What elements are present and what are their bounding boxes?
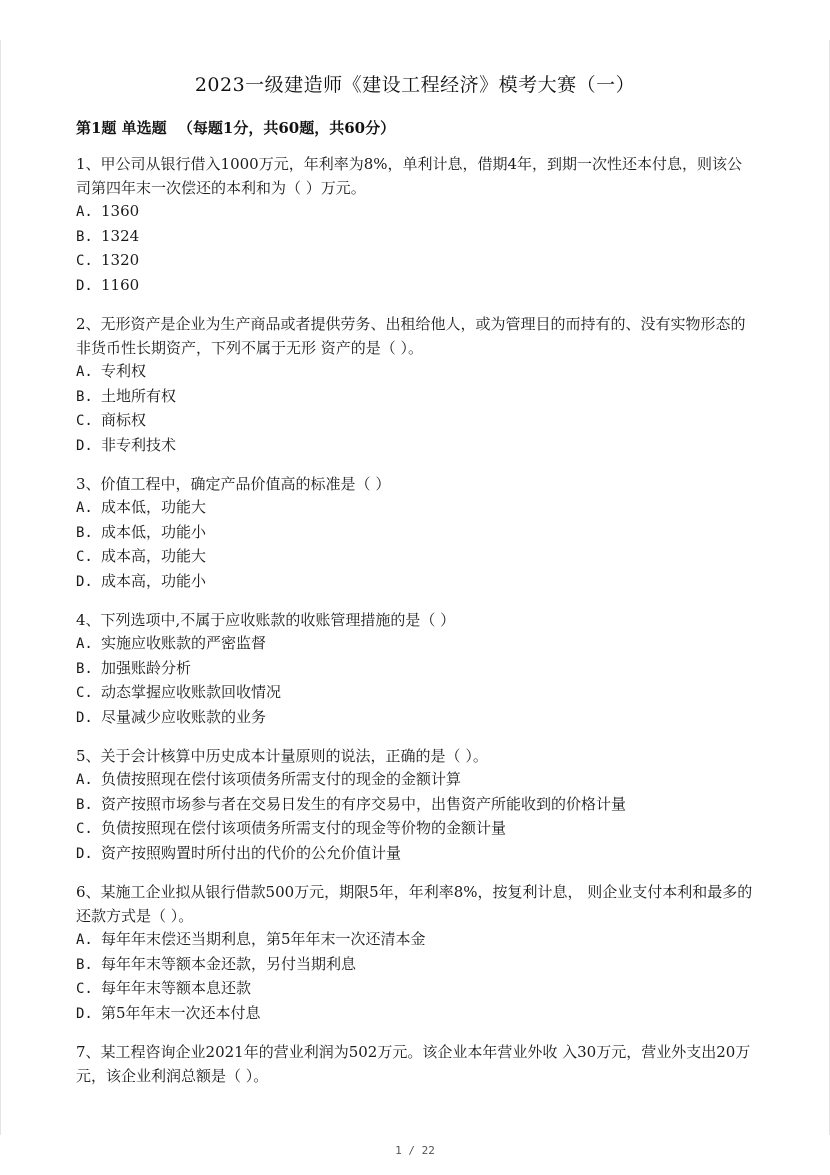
option-text: 成本高，功能大	[101, 547, 207, 565]
section-heading	[76, 117, 395, 138]
option-text: 负债按照现在偿付该项债务所需支付的现金等价物的金额计量	[101, 819, 507, 837]
option-text: 资产按照市场参与者在交易日发生的有序交易中，出售资产所能收到的价格计量	[101, 794, 627, 813]
option-letter: A.	[76, 772, 93, 788]
option-text: 1360	[101, 202, 140, 220]
option-d	[76, 274, 756, 299]
option-text: 1324	[101, 226, 140, 245]
option-a	[76, 360, 756, 385]
option-letter: C.	[76, 685, 93, 701]
option-letter: B.	[76, 660, 93, 677]
option-text: 实施应收账款的严密监督	[101, 634, 267, 652]
option-letter: A.	[76, 500, 93, 516]
option-letter: A.	[76, 932, 93, 948]
question-stem: 2、无形资产是企业为生产商品或者提供劳务、出租给他人，或为管理目的而持有的、没有实物形态的非货币性长期资产，下列不属于无形 资产的是（ ）。	[76, 315, 746, 357]
option-letter: C.	[76, 549, 93, 565]
option-a	[76, 200, 756, 225]
option-letter: D.	[76, 437, 93, 454]
option-text: 加强账龄分析	[101, 658, 192, 677]
option-c	[76, 977, 756, 1002]
option-c	[76, 545, 756, 570]
option-letter: C.	[76, 413, 93, 429]
section-note: （每题1分，共60题，共60分）	[177, 119, 396, 137]
option-text: 商标权	[101, 411, 147, 429]
option-letter: B.	[76, 388, 93, 405]
question-stem: 4、下列选项中,不属于应收账款的收账管理措施的是（ ）	[76, 611, 456, 629]
option-text: 负债按照现在偿付该项债务所需支付的现金的金额计算	[101, 770, 462, 788]
option-d	[76, 706, 756, 731]
option-letter: A.	[76, 364, 93, 380]
question-stem: 7、某工程咨询企业2021年的营业利润为502万元。该企业本年营业外收 入30万元，营业外支出20万元，该企业利润总额是（ ）。	[76, 1043, 751, 1085]
option-d	[76, 570, 756, 595]
option-letter: B.	[76, 796, 93, 813]
option-a	[76, 928, 756, 953]
option-letter: C.	[76, 981, 93, 997]
option-text: 每年年末偿还当期利息，第5年年末一次还清本金	[101, 930, 426, 948]
option-c	[76, 249, 756, 274]
question-2	[76, 312, 756, 458]
option-letter: B.	[76, 956, 93, 973]
option-text: 第5年年末一次还本付息	[101, 1003, 261, 1022]
option-a	[76, 768, 756, 793]
option-letter: D.	[76, 845, 93, 862]
option-b	[76, 793, 756, 818]
option-letter: D.	[76, 1005, 93, 1022]
option-text: 1160	[101, 275, 140, 294]
option-text: 资产按照购置时所付出的代价的公允价值计量	[101, 843, 402, 862]
option-a	[76, 632, 756, 657]
question-stem: 5、关于会计核算中历史成本计量原则的说法，正确的是（ ）。	[76, 747, 488, 765]
option-text: 土地所有权	[101, 386, 177, 405]
option-a	[76, 496, 756, 521]
option-c	[76, 409, 756, 434]
section-label: 第1题 单选题	[76, 119, 167, 137]
option-text: 成本高，功能小	[101, 571, 207, 590]
option-letter: C.	[76, 821, 93, 837]
option-letter: B.	[76, 524, 93, 541]
option-text: 每年年末等额本金还款，另付当期利息	[101, 954, 357, 973]
option-text: 尽量减少应收账款的业务	[101, 707, 267, 726]
option-text: 动态掌握应收账款回收情况	[101, 683, 282, 701]
question-1	[76, 152, 756, 298]
question-3	[76, 472, 756, 594]
option-b	[76, 521, 756, 546]
option-letter: D.	[76, 277, 93, 294]
option-text: 成本低，功能大	[101, 498, 207, 516]
question-list	[76, 152, 756, 1102]
page-indicator: 1 / 22	[395, 1144, 435, 1157]
option-text: 每年年末等额本息还款	[101, 979, 252, 997]
option-b	[76, 225, 756, 250]
option-letter: D.	[76, 573, 93, 590]
option-letter: A.	[76, 636, 93, 652]
option-letter: A.	[76, 204, 93, 220]
option-b	[76, 385, 756, 410]
option-letter: D.	[76, 709, 93, 726]
question-4	[76, 608, 756, 730]
option-text: 非专利技术	[101, 435, 177, 454]
question-stem: 3、价值工程中，确定产品价值高的标准是（ ）	[76, 475, 391, 493]
question-stem: 6、某施工企业拟从银行借款500万元，期限5年，年利率8%，按复利计息， 则企业支付本利和最多的还款方式是（ ）。	[76, 883, 753, 925]
option-d	[76, 1002, 756, 1027]
option-b	[76, 953, 756, 978]
option-c	[76, 681, 756, 706]
document-title: 2023一级建造师《建设工程经济》模考大赛（一）	[194, 74, 636, 96]
question-5	[76, 744, 756, 866]
option-letter: B.	[76, 228, 93, 245]
question-stem: 1、甲公司从银行借入1000万元，年利率为8%，单利计息，借期4年，到期一次性还本付息，则该公司第四年末一次偿还的本利和为（ ）万元。	[76, 155, 743, 197]
option-text: 专利权	[101, 362, 147, 380]
option-text: 成本低，功能小	[101, 522, 207, 541]
option-letter: C.	[76, 253, 93, 269]
option-d	[76, 434, 756, 459]
question-6	[76, 880, 756, 1026]
option-c	[76, 817, 756, 842]
option-d	[76, 842, 756, 867]
option-b	[76, 657, 756, 682]
option-text: 1320	[101, 251, 140, 269]
question-7	[76, 1040, 756, 1088]
